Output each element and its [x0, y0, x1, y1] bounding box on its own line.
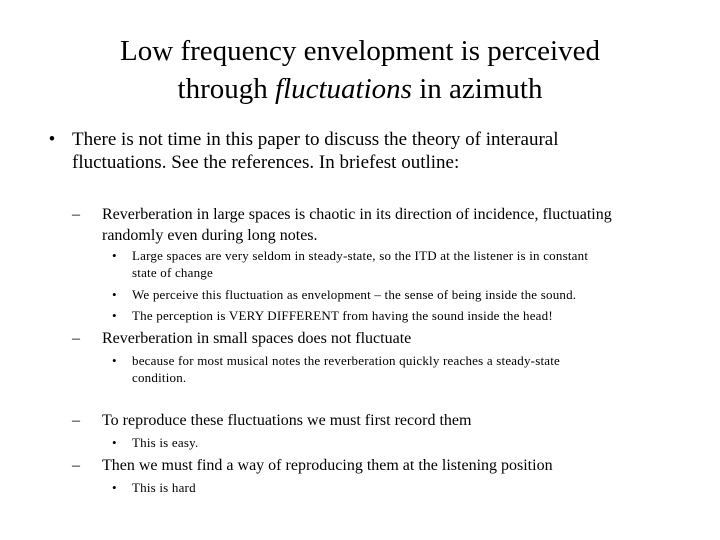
- title-line-1: Low frequency envelopment is perceived: [120, 35, 600, 67]
- bullet-marker: •: [112, 287, 117, 302]
- sub-bullet-4: [72, 455, 553, 476]
- dash-marker: –: [72, 457, 80, 474]
- bullet-1-line-1: There is not time in this paper to discuss the theory of interaural: [72, 129, 559, 150]
- sub-sub-bullet-4-1: [112, 479, 196, 496]
- sub-sub-bullet-1-1-text: [132, 247, 588, 281]
- sub-sub-bullet-1-1-line-2: state of change: [132, 265, 213, 280]
- sub-bullet-1: [72, 204, 612, 246]
- bullet-marker: •: [112, 435, 117, 450]
- title-line-2: [40, 70, 680, 108]
- sub-sub-bullet-1-2-text: We perceive this fluctuation as envelopment – the sense of being inside the sound.: [132, 287, 577, 302]
- sub-bullet-2-text: Reverberation in small spaces does not fluctuate: [102, 330, 412, 347]
- sub-sub-bullet-2-1-line-2: condition.: [132, 370, 187, 385]
- sub-bullet-3-text: To reproduce these fluctuations we must first record them: [102, 412, 472, 429]
- sub-sub-bullet-1-2: [112, 286, 576, 303]
- dash-marker: –: [72, 330, 80, 347]
- sub-sub-bullet-2-1-text: [132, 352, 560, 386]
- sub-sub-bullet-3-1-text: This is easy.: [132, 435, 199, 450]
- bullet-marker: •: [48, 129, 56, 150]
- sub-bullet-4-text: Then we must find a way of reproducing them at the listening position: [102, 457, 553, 474]
- bullet-marker: •: [112, 353, 117, 368]
- sub-sub-bullet-3-1: [112, 434, 198, 451]
- bullet-marker: •: [112, 248, 117, 263]
- sub-sub-bullet-1-3: [112, 307, 553, 324]
- bullet-1-text: [72, 128, 559, 174]
- bullet-marker: •: [112, 308, 117, 323]
- title-line-2-prefix: through: [177, 73, 276, 105]
- sub-sub-bullet-2-1: [112, 352, 560, 386]
- sub-bullet-1-line-2: randomly even during long notes.: [102, 227, 318, 244]
- sub-sub-bullet-4-1-text: This is hard: [132, 480, 196, 495]
- bullet-1-line-2: fluctuations. See the references. In briefest outline:: [72, 152, 460, 173]
- dash-marker: –: [72, 412, 80, 429]
- dash-marker: –: [72, 206, 80, 223]
- bullet-marker: •: [112, 480, 117, 495]
- title-line-2-suffix: in azimuth: [411, 73, 543, 105]
- bullet-1: [32, 128, 559, 174]
- title-emphasis: fluctuations: [275, 73, 412, 105]
- sub-sub-bullet-1-1: [112, 247, 588, 281]
- sub-sub-bullet-2-1-line-1: because for most musical notes the reverberation quickly reaches a steady-state: [132, 353, 561, 368]
- sub-bullet-1-line-1: Reverberation in large spaces is chaotic in its direction of incidence, fluctuating: [102, 206, 612, 223]
- sub-sub-bullet-1-1-line-1: Large spaces are very seldom in steady-state, so the ITD at the listener is in constant: [132, 248, 589, 263]
- slide-title: [40, 32, 680, 108]
- sub-bullet-3: [72, 410, 471, 431]
- sub-sub-bullet-1-3-text: The perception is VERY DIFFERENT from having the sound inside the head!: [132, 308, 553, 323]
- sub-bullet-1-text: [102, 204, 612, 246]
- sub-bullet-2: [72, 328, 411, 349]
